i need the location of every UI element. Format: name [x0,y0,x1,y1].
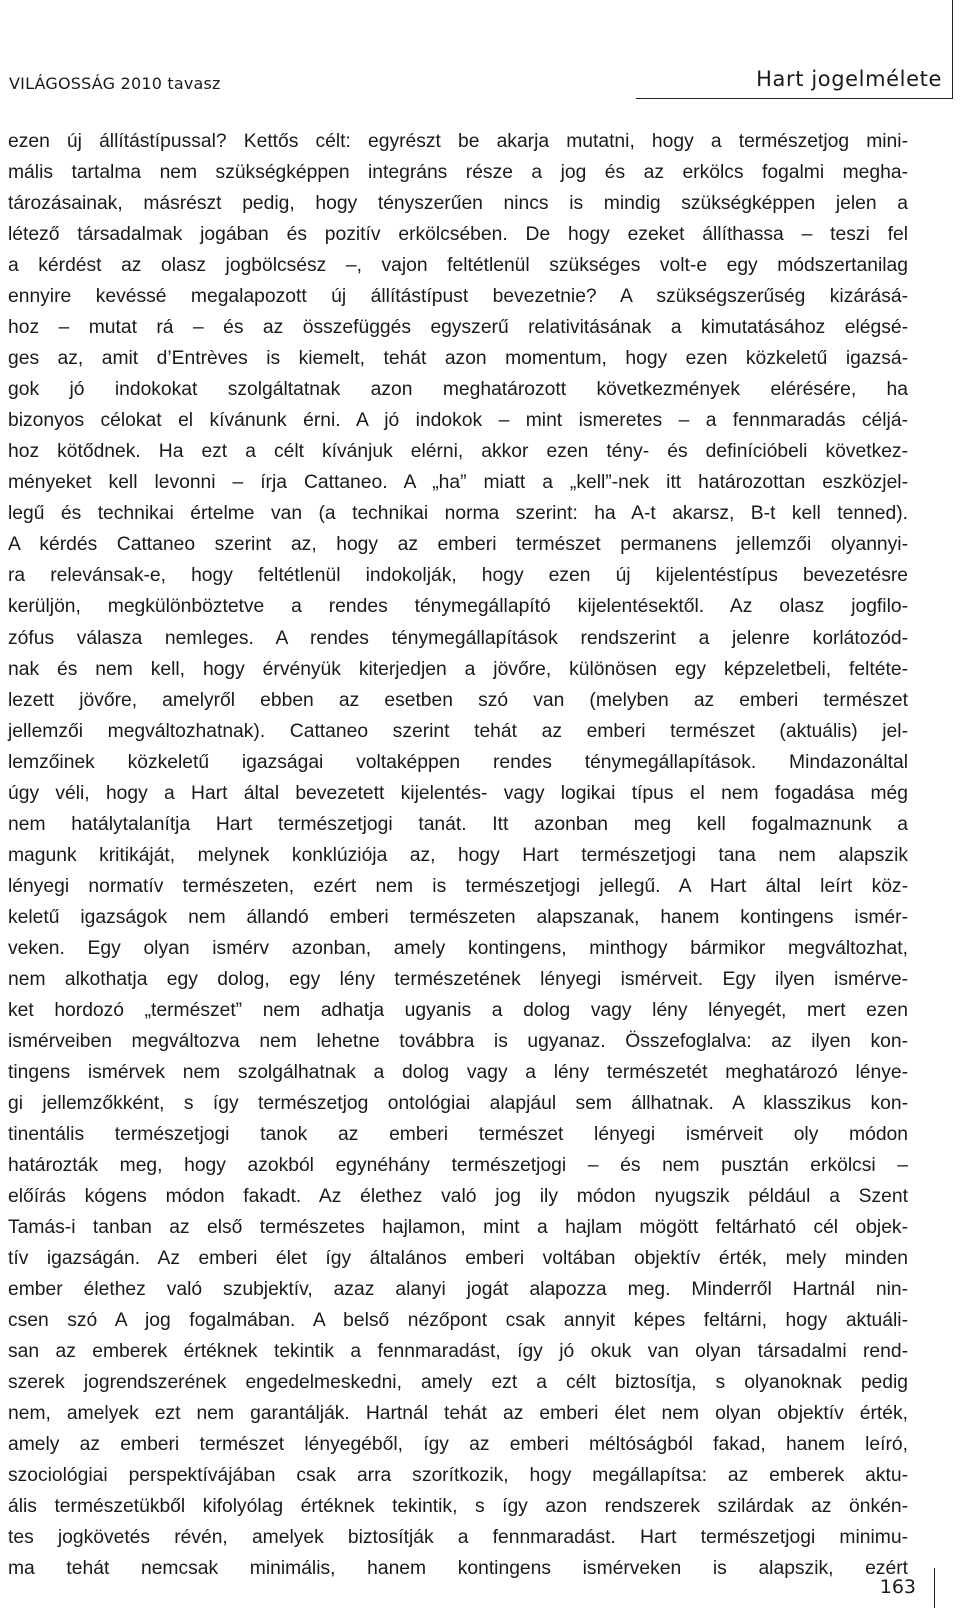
header-vertical-rule [952,0,953,98]
text-line: hoz – mutat rá – és az összefüggés egyszerű relativitásának a kimutatásához elégsé- [8,317,908,339]
text-line: tingens ismérvek nem szolgálhatnak a dolog vagy a lény természetét meghatározó lénye- [8,1061,908,1083]
text-line: ember élethez való szubjektív, azaz alanyi jogát alapozza meg. Minderről Hartnál nin- [8,1279,908,1301]
text-line: ges az, amit d’Entrèves is kiemelt, tehát azon momentum, hogy ezen közkeletű igazsá- [8,348,908,370]
text-line: létező társadalmak jogában és pozitív erkölcsében. De hogy ezeket állíthassa – teszi fel [8,224,908,246]
text-line: gok jó indokokat szolgáltatnak azon meghatározott következmények elérésére, ha [8,379,908,401]
running-title: Hart jogelmélete [756,67,942,91]
text-line: úgy véli, hogy a Hart által bevezetett kijelentés- vagy logikai típus el nem fogadása még [8,782,908,804]
text-line: lezett jövőre, amelyről ebben az esetben szó van (melyben az emberi természet [8,689,908,711]
text-line: zófus válasza nemleges. A rendes ténymegállapítások rendszerint a jelenre korlátozód- [8,627,908,649]
text-line: ennyire kevéssé megalapozott új állítástípust bevezetnie? A szükségszerűség kizárásá- [8,286,908,308]
text-line: ket hordozó „természet” nem adhatja ugyanis a dolog vagy lény lényegét, mert ezen [8,999,908,1021]
text-line: lemzőinek közkeletű igazságai voltaképpen rendes ténymegállapítások. Mindazonáltal [8,751,908,773]
text-line: szerek jogrendszerének engedelmeskedni, amely ezt a célt biztosítja, s olyanoknak pedig [8,1372,908,1394]
body-text [8,126,908,1584]
text-line: nem alkothatja egy dolog, egy lény természetének lényegi ismérveit. Egy ilyen ismérve- [8,968,908,990]
header-horizontal-rule [636,98,953,99]
text-line: nak és nem kell, hogy érvényük kiterjedjen a jövőre, különösen egy képzeletbeli, feltéte- [8,658,908,680]
text-line: legű és technikai értelme van (a technikai norma szerint: ha A-t akarsz, B-t kell tenned). [8,503,908,525]
text-line: jellemzői megváltozhatnak). Cattaneo szerint tehát az emberi természet (aktuális) jel- [8,720,908,742]
text-line: A kérdés Cattaneo szerint az, hogy az emberi természet permanens jellemzői olyannyi- [8,534,908,556]
footer-vertical-rule [934,1568,935,1608]
text-line: a kérdést az olasz jogbölcsész –, vajon feltétlenül szükséges volt-e egy módszertanilag [8,255,908,277]
text-line: nem, amelyek ezt nem garantálják. Hartnál tehát az emberi élet nem olyan objektív érték, [8,1403,908,1425]
page-number: 163 [879,1576,916,1598]
text-line: ális természetükből kifolyólag értéknek tekintik, s így azon rendszerek szilárdak az önkén- [8,1496,908,1518]
text-line: tes jogkövetés révén, amelyek biztosítják a fennmaradást. Hart természetjogi minimu- [8,1527,908,1549]
text-line: hoz kötődnek. Ha ezt a célt kívánjuk elérni, akkor ezen tény- és definícióbeli következ- [8,441,908,463]
text-line: ismérveiben megváltozva nem lehetne továbbra is ugyanaz. Összefoglalva: az ilyen kon- [8,1030,908,1052]
text-line: san az emberek értéknek tekintik a fennmaradást, így jó okuk van olyan társadalmi rend- [8,1341,908,1363]
text-line: magunk kritikáját, melynek konklúziója az, hogy Hart természetjogi tana nem alapszik [8,844,908,866]
text-line: veken. Egy olyan ismérv azonban, amely kontingens, minthogy bármikor megváltozhat, [8,937,908,959]
text-line: tív igazságán. Az emberi élet így általános emberi voltában objektív érték, mely minden [8,1248,908,1270]
text-line: előírás kógens módon fakadt. Az élethez való jog ily módon nyugszik például a Szent [8,1186,908,1208]
text-line: kerüljön, megkülönböztetve a rendes ténymegállapító kijelentésektől. Az olasz jogfilo- [8,596,908,618]
text-line: tinentális természetjogi tanok az emberi természet lényegi ismérveit oly módon [8,1124,908,1145]
text-line: lényegi normatív természeten, ezért nem is természetjogi jellegű. A Hart által leírt köz- [8,875,908,897]
text-line: ményeket kell levonni – írja Cattaneo. A „ha” miatt a „kell”-nek itt határozottan eszközjel- [8,472,908,494]
text-line: amely az emberi természet lényegéből, így az emberi méltóságból fakad, hanem leíró, [8,1434,908,1456]
text-line: ma tehát nemcsak minimális, hanem kontingens ismérveken is alapszik, ezért [8,1558,908,1580]
text-line: ezen új állítástípussal? Kettős célt: egyrészt be akarja mutatni, hogy a természetjog mini- [8,131,908,152]
text-line: mális tartalma nem szükségképpen integráns része a jog és az erkölcs fogalmi megha- [8,162,908,184]
text-line: keletű igazságok nem állandó emberi természeten alapszanak, hanem kontingens ismér- [8,906,908,928]
text-line: nem hatálytalanítja Hart természetjogi tanát. Itt azonban meg kell fogalmaznunk a [8,813,908,835]
text-line: bizonyos célokat el kívánunk érni. A jó indokok – mint ismeretes – a fennmaradás céljá- [8,410,908,432]
text-line: szociológiai perspektívájában csak arra szorítkozik, hogy megállapítsa: az emberek aktu- [8,1465,908,1487]
journal-issue: VILÁGOSSÁG 2010 tavasz [9,74,221,93]
text-line: Tamás-i tanban az első természetes hajlamon, mint a hajlam mögött feltárható cél objek- [8,1217,908,1239]
text-line: határozták meg, hogy azokból egynéhány természetjogi – és nem pusztán erkölcsi – [8,1155,908,1177]
text-line: csen szó A jog fogalmában. A belső nézőpont csak annyit képes feltárni, hogy aktuáli- [8,1310,908,1332]
text-line: tározásainak, másrészt pedig, hogy tényszerűen nincs is mindig szükségképpen jelen a [8,193,908,215]
text-line: gi jellemzőkként, s így természetjog ontológiai alapjául sem állhatnak. A klasszikus kon- [8,1092,908,1114]
text-line: ra relevánsak-e, hogy feltétlenül indokolják, hogy ezen új kijelentéstípus bevezetésre [8,565,908,587]
